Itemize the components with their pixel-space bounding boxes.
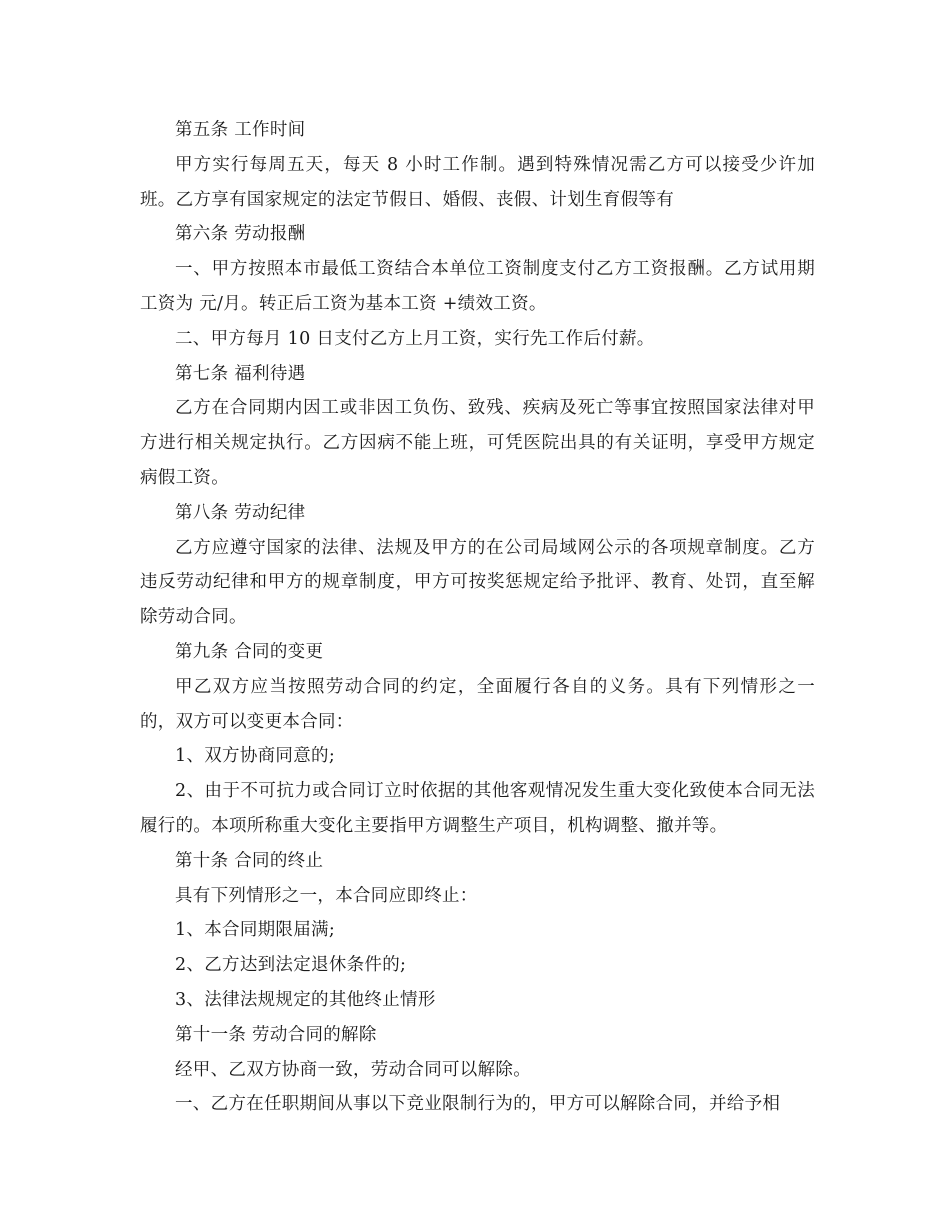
paragraph: 一、甲方按照本市最低工资结合本单位工资制度支付乙方工资报酬。乙方试用期工资为 元/月。转正后工资为基本工资 +绩效工资。 xyxy=(140,259,815,314)
paragraph: 经甲、乙双方协商一致，劳动合同可以解除。 xyxy=(175,1059,531,1080)
document-body xyxy=(140,113,815,1122)
section-heading: 第八条 劳动纪律 xyxy=(175,502,306,523)
list-item: 2、乙方达到法定退休条件的; xyxy=(175,955,407,976)
paragraph: 乙方在合同期内因工或非因工负伤、致残、疾病及死亡等事宜按照国家法律对甲方进行相关规定执行。乙方因病不能上班，可凭医院出具的有关证明，享受甲方规定病假工资。 xyxy=(140,398,815,488)
paragraph: 甲方实行每周五天，每天 8 小时工作制。遇到特殊情况需乙方可以接受少许加班。乙方享有国家规定的法定节假日、婚假、丧假、计划生育假等有 xyxy=(140,154,815,210)
section-heading: 第十一条 劳动合同的解除 xyxy=(175,1024,377,1045)
section-heading: 第七条 福利待遇 xyxy=(175,363,306,384)
paragraph: 二、甲方每月 10 日支付乙方上月工资，实行先工作后付薪。 xyxy=(175,328,655,349)
section-heading: 第五条 工作时间 xyxy=(175,120,306,140)
paragraph: 具有下列情形之一，本合同应即终止： xyxy=(175,885,478,906)
list-item: 2、由于不可抗力或合同订立时依据的其他客观情况发生重大变化致使本合同无法履行的。本项所称重大变化主要指甲方调整生产项目，机构调整、撤并等。 xyxy=(140,781,815,836)
section-heading: 第十条 合同的终止 xyxy=(175,850,324,871)
paragraph: 一、乙方在任职期间从事以下竞业限制行为的，甲方可以解除合同，并给予相 xyxy=(175,1094,781,1115)
paragraph: 甲乙双方应当按照劳动合同的约定，全面履行各自的义务。具有下列情形之一的，双方可以变更本合同： xyxy=(140,676,815,732)
section-heading: 第九条 合同的变更 xyxy=(175,641,324,662)
list-item: 1、双方协商同意的; xyxy=(175,746,336,767)
section-heading: 第六条 劳动报酬 xyxy=(175,224,306,245)
list-item: 3、法律法规规定的其他终止情形 xyxy=(175,989,436,1010)
paragraph: 乙方应遵守国家的法律、法规及甲方的在公司局域网公示的各项规章制度。乙方违反劳动纪律和甲方的规章制度，甲方可按奖惩规定给予批评、教育、处罚，直至解除劳动合同。 xyxy=(140,537,815,628)
list-item: 1、本合同期限届满; xyxy=(175,920,336,941)
